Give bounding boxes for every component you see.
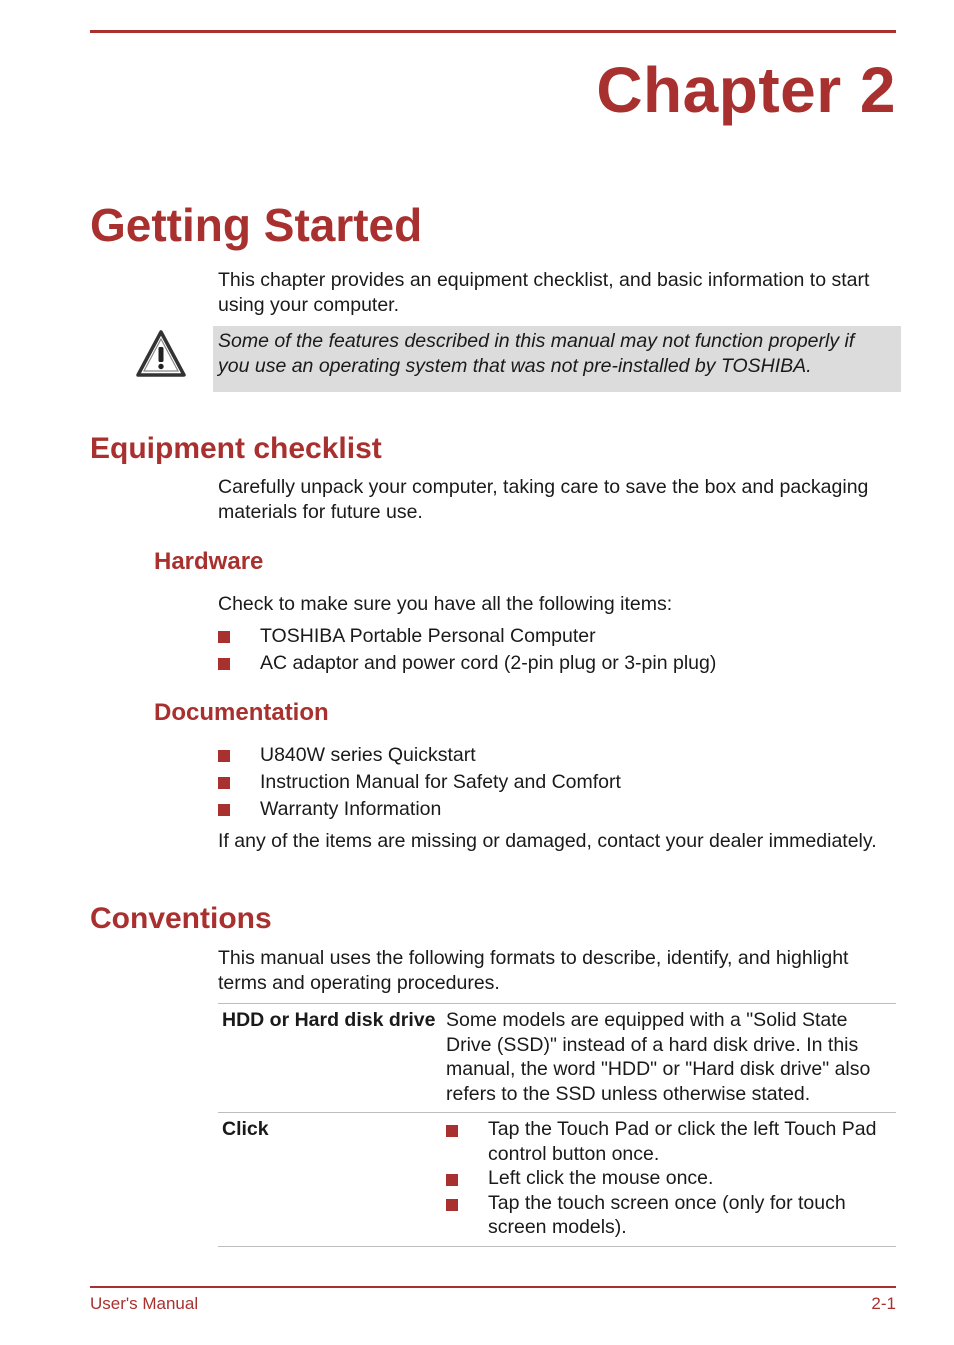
list-item: U840W series Quickstart [218, 742, 898, 769]
bullet-square-icon [446, 1125, 458, 1137]
conventions-table [218, 1003, 896, 1247]
intro-paragraph: This chapter provides an equipment checklist, and basic information to start using your computer. [218, 269, 870, 316]
hardware-list [218, 623, 898, 677]
list-item: Instruction Manual for Safety and Comfort [218, 769, 898, 796]
chapter-label: Chapter 2 [596, 54, 896, 126]
description-cell [442, 1113, 896, 1247]
footer-manual-name: User's Manual [90, 1294, 199, 1313]
term-cell: HDD or Hard disk drive [222, 1009, 436, 1031]
page-title: Getting Started [90, 199, 423, 251]
list-item: Left click the mouse once. [446, 1166, 892, 1191]
footer-page-number: 2-1 [871, 1294, 896, 1313]
bottom-rule [90, 1286, 896, 1288]
description-cell: Some models are equipped with a "Solid State Drive (SSD)" instead of a hard disk drive. In this manual, the word "HDD" or "Hard disk drive" also refers to the SSD unless otherwise stated. [446, 1009, 871, 1105]
top-rule [90, 30, 896, 33]
heading-hardware: Hardware [154, 548, 264, 575]
term-cell: Click [222, 1118, 269, 1140]
warning-triangle-icon [136, 329, 186, 379]
list-item: Warranty Information [218, 796, 898, 823]
note-box [213, 326, 901, 392]
list-item: AC adaptor and power cord (2-pin plug or 3-pin plug) [218, 650, 898, 677]
note-text: Some of the features described in this manual may not function properly if you use an operating system that was not pre-installed by TOSHIBA. [218, 330, 855, 377]
bullet-square-icon [218, 631, 230, 643]
list-item: Tap the Touch Pad or click the left Touch Pad control button once. [446, 1117, 892, 1166]
bullet-square-icon [218, 658, 230, 670]
documentation-after-paragraph: If any of the items are missing or damaged, contact your dealer immediately. [218, 830, 877, 852]
table-row [218, 1004, 896, 1113]
bullet-square-icon [218, 777, 230, 789]
bullet-square-icon [446, 1174, 458, 1186]
conventions-paragraph: This manual uses the following formats to describe, identify, and highlight terms and operating procedures. [218, 947, 849, 994]
click-list [446, 1117, 892, 1240]
heading-conventions: Conventions [90, 902, 272, 935]
list-item: Tap the touch screen once (only for touch screen models). [446, 1191, 892, 1240]
bullet-square-icon [446, 1199, 458, 1211]
hardware-paragraph: Check to make sure you have all the following items: [218, 593, 673, 615]
list-item: TOSHIBA Portable Personal Computer [218, 623, 898, 650]
documentation-list [218, 742, 898, 823]
bullet-square-icon [218, 750, 230, 762]
heading-documentation: Documentation [154, 699, 329, 726]
bullet-square-icon [218, 804, 230, 816]
equipment-paragraph: Carefully unpack your computer, taking care to save the box and packaging materials for future use. [218, 476, 869, 523]
table-row [218, 1113, 896, 1247]
heading-equipment-checklist: Equipment checklist [90, 432, 382, 465]
